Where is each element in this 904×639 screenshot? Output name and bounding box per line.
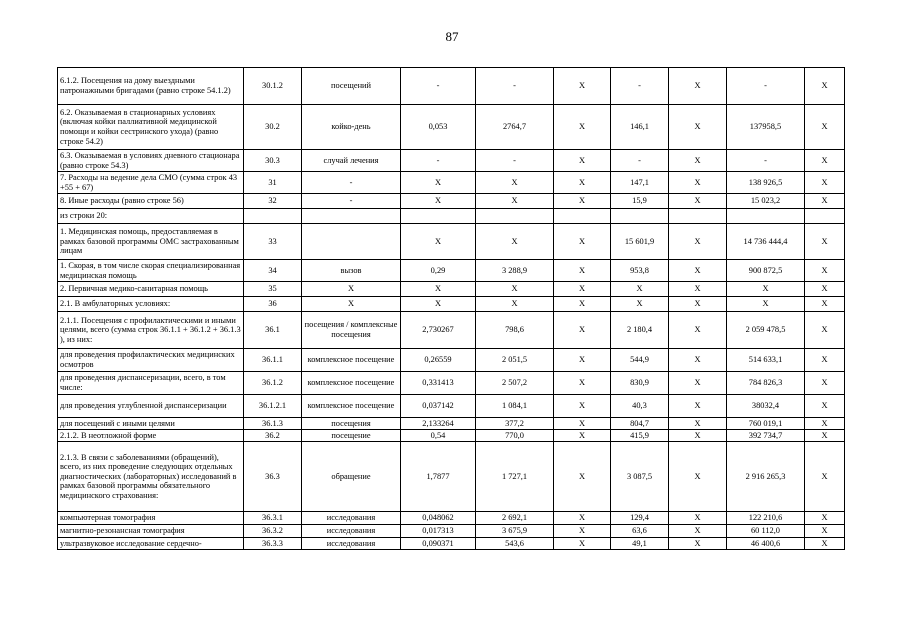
row-col-10: X: [805, 512, 845, 525]
row-col-6: X: [554, 105, 611, 150]
row-col-9: 900 872,5: [727, 260, 805, 282]
table-row: [58, 312, 845, 349]
row-col-9: 15 023,2: [727, 194, 805, 209]
row-col-5: 2764,7: [476, 105, 554, 150]
row-col-10: X: [805, 442, 845, 512]
row-col-9: 137958,5: [727, 105, 805, 150]
row-col-4: 2,133264: [401, 418, 476, 430]
row-name: 7. Расходы на ведение дела СМО (сумма строк 43 +55 + 67): [58, 172, 244, 194]
row-code: 36.1.1: [244, 349, 302, 372]
row-name: 2.1. В амбулаторных условиях:: [58, 297, 244, 312]
row-code: 36.1.2: [244, 372, 302, 395]
financing-table: [57, 67, 845, 550]
row-col-4: 1,7877: [401, 442, 476, 512]
row-col-10: X: [805, 194, 845, 209]
row-name: для проведения углубленной диспансеризации: [58, 395, 244, 418]
row-name: 2.1.1. Посещения с профилактическими и иными целями, всего (сумма строк 36.1.1 + 36.1.2 + 36.1.3 ), из них:: [58, 312, 244, 349]
row-col-10: X: [805, 430, 845, 442]
row-col-6: X: [554, 312, 611, 349]
row-col-8: X: [669, 194, 727, 209]
row-col-8: X: [669, 538, 727, 550]
row-name: 2. Первичная медико-санитарная помощь: [58, 282, 244, 297]
row-col-4: 0,29: [401, 260, 476, 282]
row-col-6: X: [554, 430, 611, 442]
row-name: 2.1.2. В неотложной форме: [58, 430, 244, 442]
row-col-8: X: [669, 349, 727, 372]
row-col-4: X: [401, 282, 476, 297]
row-unit: [302, 224, 401, 260]
row-name: для посещений с иными целями: [58, 418, 244, 430]
row-col-6: X: [554, 172, 611, 194]
table-row: [58, 418, 845, 430]
row-unit: посещения / комплексные посещения: [302, 312, 401, 349]
row-col-8: X: [669, 297, 727, 312]
row-col-7: 830,9: [611, 372, 669, 395]
row-code: 36.3.3: [244, 538, 302, 550]
row-code: 36.3.1: [244, 512, 302, 525]
row-col-9: 392 734,7: [727, 430, 805, 442]
row-col-10: X: [805, 372, 845, 395]
row-col-10: X: [805, 260, 845, 282]
row-col-7: 2 180,4: [611, 312, 669, 349]
row-code: [244, 209, 302, 224]
row-name: 6.2. Оказываемая в стационарных условиях (включая койки паллиативной медицинской помощи и койки сестринского ухода) (равно строке 54.2): [58, 105, 244, 150]
row-col-10: X: [805, 525, 845, 538]
row-name: 6.1.2. Посещения на дому выездными патронажными бригадами (равно строке 54.1.2): [58, 68, 244, 105]
table-row: [58, 372, 845, 395]
row-col-8: X: [669, 395, 727, 418]
row-code: 36.1: [244, 312, 302, 349]
row-col-8: X: [669, 105, 727, 150]
table-row: [58, 150, 845, 172]
row-col-4: X: [401, 194, 476, 209]
row-col-9: -: [727, 150, 805, 172]
row-col-7: 544,9: [611, 349, 669, 372]
row-unit: исследования: [302, 538, 401, 550]
table-row: [58, 172, 845, 194]
row-col-7: 63,6: [611, 525, 669, 538]
table-row: [58, 512, 845, 525]
row-col-8: X: [669, 372, 727, 395]
row-col-7: 804,7: [611, 418, 669, 430]
row-col-6: [554, 209, 611, 224]
row-col-6: X: [554, 194, 611, 209]
row-col-10: X: [805, 349, 845, 372]
row-col-10: X: [805, 282, 845, 297]
row-col-6: X: [554, 538, 611, 550]
row-name: 6.3. Оказываемая в условиях дневного стационара (равно строке 54.3): [58, 150, 244, 172]
row-col-6: X: [554, 512, 611, 525]
row-col-7: -: [611, 68, 669, 105]
row-name: 1. Медицинская помощь, предоставляемая в рамках базовой программы ОМС застрахованным лицам: [58, 224, 244, 260]
page-number: 87: [445, 29, 459, 44]
row-col-4: X: [401, 297, 476, 312]
row-col-6: X: [554, 372, 611, 395]
row-col-8: [669, 209, 727, 224]
row-col-5: 2 051,5: [476, 349, 554, 372]
row-col-6: X: [554, 418, 611, 430]
row-col-6: X: [554, 224, 611, 260]
row-unit: комплексное посещение: [302, 395, 401, 418]
row-col-4: 0,037142: [401, 395, 476, 418]
row-col-5: 2 692,1: [476, 512, 554, 525]
row-col-9: 760 019,1: [727, 418, 805, 430]
row-col-5: 3 288,9: [476, 260, 554, 282]
table-row: [58, 525, 845, 538]
row-col-7: 15,9: [611, 194, 669, 209]
row-col-5: -: [476, 150, 554, 172]
row-unit: случай лечения: [302, 150, 401, 172]
row-col-6: X: [554, 150, 611, 172]
row-code: 36.3: [244, 442, 302, 512]
row-col-5: 543,6: [476, 538, 554, 550]
row-code: 36.2: [244, 430, 302, 442]
row-col-7: -: [611, 150, 669, 172]
row-col-10: X: [805, 105, 845, 150]
row-code: 35: [244, 282, 302, 297]
row-col-10: X: [805, 172, 845, 194]
row-col-6: X: [554, 297, 611, 312]
table-row: [58, 105, 845, 150]
row-col-5: 2 507,2: [476, 372, 554, 395]
row-col-7: 147,1: [611, 172, 669, 194]
row-col-9: 514 633,1: [727, 349, 805, 372]
row-col-5: 3 675,9: [476, 525, 554, 538]
row-name: для проведения диспансеризации, всего, в том числе:: [58, 372, 244, 395]
row-col-5: X: [476, 282, 554, 297]
row-col-8: X: [669, 418, 727, 430]
row-col-7: [611, 209, 669, 224]
row-unit: вызов: [302, 260, 401, 282]
row-col-8: X: [669, 512, 727, 525]
row-col-8: X: [669, 224, 727, 260]
row-col-9: 2 916 265,3: [727, 442, 805, 512]
table-row: [58, 538, 845, 550]
row-unit: X: [302, 297, 401, 312]
row-col-9: 46 400,6: [727, 538, 805, 550]
row-col-7: 3 087,5: [611, 442, 669, 512]
row-col-9: 122 210,6: [727, 512, 805, 525]
row-col-7: 146,1: [611, 105, 669, 150]
row-col-10: X: [805, 538, 845, 550]
row-col-9: 60 112,0: [727, 525, 805, 538]
row-code: 30.2: [244, 105, 302, 150]
table-row: [58, 209, 845, 224]
row-col-6: X: [554, 349, 611, 372]
row-unit: койко-день: [302, 105, 401, 150]
row-col-6: X: [554, 68, 611, 105]
row-col-5: X: [476, 297, 554, 312]
row-col-10: [805, 209, 845, 224]
table-row: [58, 194, 845, 209]
row-col-7: 40,3: [611, 395, 669, 418]
table-row: [58, 260, 845, 282]
row-col-10: X: [805, 297, 845, 312]
table-row: [58, 430, 845, 442]
row-col-8: X: [669, 68, 727, 105]
row-col-9: 138 926,5: [727, 172, 805, 194]
row-unit: посещений: [302, 68, 401, 105]
row-col-10: X: [805, 224, 845, 260]
row-col-4: 0,26559: [401, 349, 476, 372]
row-col-9: -: [727, 68, 805, 105]
row-col-4: 0,053: [401, 105, 476, 150]
row-col-5: X: [476, 224, 554, 260]
row-unit: посещение: [302, 430, 401, 442]
row-unit: -: [302, 194, 401, 209]
row-col-5: X: [476, 194, 554, 209]
row-col-6: X: [554, 395, 611, 418]
row-col-8: X: [669, 312, 727, 349]
row-col-5: 1 727,1: [476, 442, 554, 512]
row-col-10: X: [805, 68, 845, 105]
row-code: 30.3: [244, 150, 302, 172]
row-col-9: X: [727, 282, 805, 297]
row-unit: посещения: [302, 418, 401, 430]
row-col-9: 14 736 444,4: [727, 224, 805, 260]
row-unit: исследования: [302, 525, 401, 538]
row-code: 36: [244, 297, 302, 312]
row-name: компьютерная томография: [58, 512, 244, 525]
row-col-9: X: [727, 297, 805, 312]
table-row: [58, 442, 845, 512]
row-unit: -: [302, 172, 401, 194]
table-row: [58, 68, 845, 105]
row-col-9: 784 826,3: [727, 372, 805, 395]
row-code: 36.1.2.1: [244, 395, 302, 418]
row-unit: исследования: [302, 512, 401, 525]
row-code: 33: [244, 224, 302, 260]
row-unit: X: [302, 282, 401, 297]
row-col-7: 129,4: [611, 512, 669, 525]
row-unit: обращение: [302, 442, 401, 512]
row-col-4: 0,090371: [401, 538, 476, 550]
row-col-10: X: [805, 150, 845, 172]
row-name: магнитно-резонансная томография: [58, 525, 244, 538]
row-col-5: 798,6: [476, 312, 554, 349]
row-col-8: X: [669, 150, 727, 172]
row-col-4: 2,730267: [401, 312, 476, 349]
row-col-10: X: [805, 312, 845, 349]
row-col-4: X: [401, 172, 476, 194]
row-col-10: X: [805, 418, 845, 430]
row-col-7: 953,8: [611, 260, 669, 282]
row-col-9: [727, 209, 805, 224]
row-col-9: 2 059 478,5: [727, 312, 805, 349]
row-unit: комплексное посещение: [302, 372, 401, 395]
table-body: [58, 68, 845, 550]
row-name: ультразвуковое исследование сердечно-: [58, 538, 244, 550]
row-col-5: 770,0: [476, 430, 554, 442]
row-col-7: 15 601,9: [611, 224, 669, 260]
row-col-7: 49,1: [611, 538, 669, 550]
row-col-8: X: [669, 525, 727, 538]
row-col-8: X: [669, 282, 727, 297]
row-col-9: 38032,4: [727, 395, 805, 418]
row-col-7: 415,9: [611, 430, 669, 442]
row-col-7: X: [611, 297, 669, 312]
row-col-8: X: [669, 172, 727, 194]
row-col-4: 0,017313: [401, 525, 476, 538]
row-col-4: 0,54: [401, 430, 476, 442]
row-name: для проведения профилактических медицинских осмотров: [58, 349, 244, 372]
row-name: 2.1.3. В связи с заболеваниями (обращений), всего, из них проведение следующих отдельных диагностических (лабораторных) исследований в рамках базовой программы обязательного медицинского страхования:: [58, 442, 244, 512]
row-col-5: [476, 209, 554, 224]
table-row: [58, 395, 845, 418]
row-col-6: X: [554, 260, 611, 282]
table-row: [58, 349, 845, 372]
row-code: 34: [244, 260, 302, 282]
row-col-6: X: [554, 525, 611, 538]
row-col-4: -: [401, 150, 476, 172]
row-code: 32: [244, 194, 302, 209]
row-col-8: X: [669, 260, 727, 282]
row-col-6: X: [554, 442, 611, 512]
row-col-8: X: [669, 430, 727, 442]
row-col-5: X: [476, 172, 554, 194]
row-col-4: [401, 209, 476, 224]
table-row: [58, 224, 845, 260]
row-code: 31: [244, 172, 302, 194]
row-code: 36.1.3: [244, 418, 302, 430]
row-col-10: X: [805, 395, 845, 418]
row-col-5: -: [476, 68, 554, 105]
row-col-6: X: [554, 282, 611, 297]
row-col-5: 377,2: [476, 418, 554, 430]
row-code: 36.3.2: [244, 525, 302, 538]
table-row: [58, 297, 845, 312]
row-col-4: 0,331413: [401, 372, 476, 395]
row-col-4: -: [401, 68, 476, 105]
row-col-4: 0,048062: [401, 512, 476, 525]
row-col-5: 1 084,1: [476, 395, 554, 418]
row-name: 8. Иные расходы (равно строке 56): [58, 194, 244, 209]
row-unit: комплексное посещение: [302, 349, 401, 372]
row-name: из строки 20:: [58, 209, 244, 224]
row-col-7: X: [611, 282, 669, 297]
row-col-4: X: [401, 224, 476, 260]
row-unit: [302, 209, 401, 224]
row-col-8: X: [669, 442, 727, 512]
row-name: 1. Скорая, в том числе скорая специализированная медицинская помощь: [58, 260, 244, 282]
table-row: [58, 282, 845, 297]
row-code: 30.1.2: [244, 68, 302, 105]
